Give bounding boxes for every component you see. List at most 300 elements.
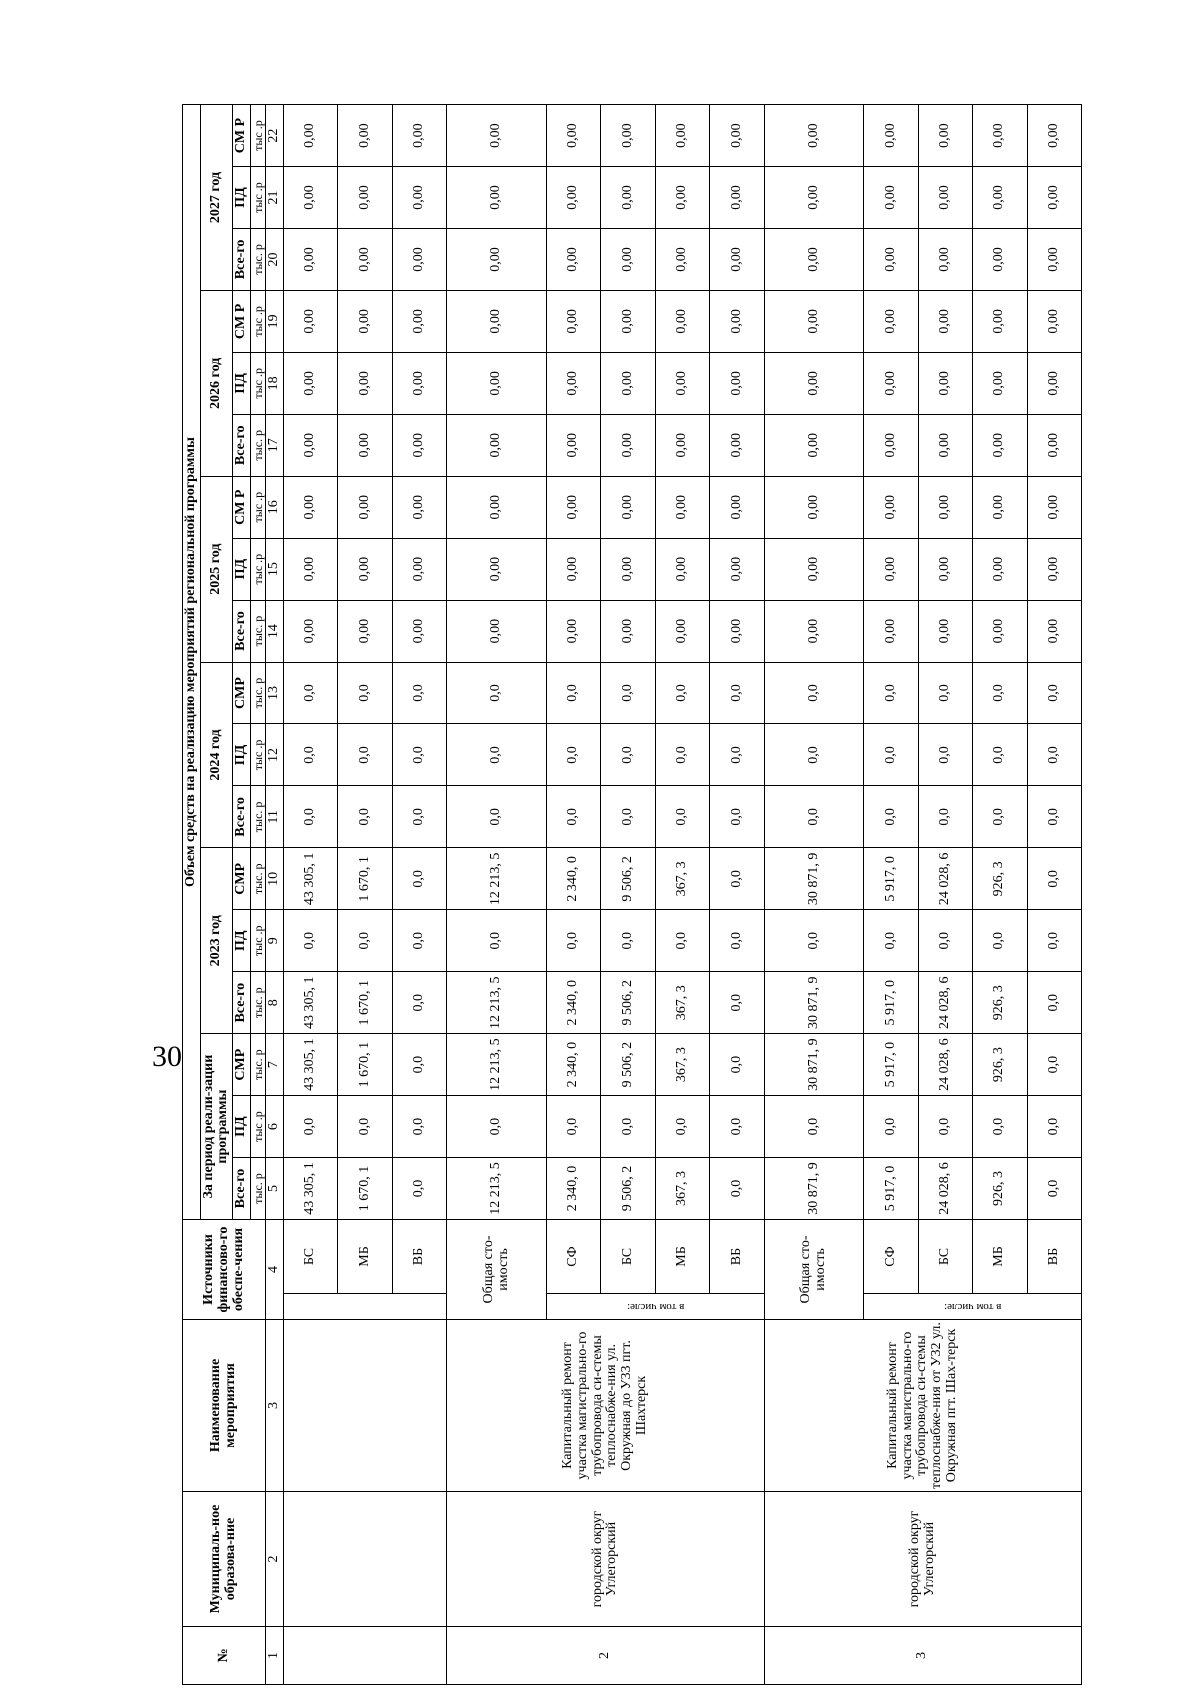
value-cell: 0,00	[546, 538, 600, 600]
source-cell: Общая сто-имость	[764, 1220, 864, 1320]
cell-municipality	[284, 1492, 447, 1627]
value-cell: 0,00	[284, 167, 338, 229]
value-cell: 0,0	[710, 662, 764, 724]
value-cell: 0,00	[710, 167, 764, 229]
value-cell: 30 871, 9	[764, 1158, 864, 1220]
value-cell: 0,00	[392, 167, 446, 229]
value-cell: 0,00	[918, 352, 972, 414]
subheader-cell: ПД	[233, 352, 251, 414]
value-cell: 0,00	[973, 105, 1027, 167]
table-body	[284, 105, 1082, 1685]
value-cell: 0,00	[1027, 414, 1082, 476]
value-cell: 30 871, 9	[764, 848, 864, 910]
value-cell: 0,00	[284, 105, 338, 167]
subheader-cell: СМР	[233, 662, 251, 724]
unit-cell: тыс .р	[250, 724, 266, 786]
column-number: 19	[266, 290, 284, 352]
financing-table	[182, 104, 1082, 1685]
source-cell: БС	[601, 1220, 655, 1294]
value-cell: 0,0	[284, 724, 338, 786]
value-cell: 0,00	[546, 290, 600, 352]
unit-cell: тыс .р	[250, 167, 266, 229]
value-cell: 0,00	[655, 167, 709, 229]
value-cell: 0,00	[392, 600, 446, 662]
subheader-cell: ПД	[233, 167, 251, 229]
value-cell: 0,00	[918, 600, 972, 662]
value-cell: 9 506, 2	[601, 972, 655, 1034]
source-cell: МБ	[973, 1220, 1027, 1294]
value-cell: 0,0	[864, 662, 918, 724]
value-cell: 0,00	[764, 600, 864, 662]
value-cell: 0,00	[864, 352, 918, 414]
unit-cell: тыс. р	[250, 972, 266, 1034]
value-cell: 0,00	[447, 167, 547, 229]
value-cell: 0,00	[447, 352, 547, 414]
value-cell: 0,0	[764, 724, 864, 786]
value-cell: 2 340, 0	[546, 1034, 600, 1096]
value-cell: 0,00	[601, 229, 655, 291]
in-that-number-label: в том числе:	[943, 1301, 1002, 1314]
source-cell: Общая сто-имость	[447, 1220, 547, 1320]
header-no: №	[183, 1627, 266, 1685]
rotated-table-wrapper	[182, 105, 1082, 1685]
value-cell: 0,0	[392, 1158, 446, 1220]
column-number: 13	[266, 662, 284, 724]
cell-event: Капитальный ремонт участка магистрально-го трубопровода си-стемы теплоснабже-ния от У32 ул. Окружная пгт. Шах-терск	[764, 1320, 1081, 1492]
value-cell: 24 028, 6	[918, 972, 972, 1034]
subheader-cell: ПД	[233, 910, 251, 972]
value-cell: 0,00	[864, 538, 918, 600]
header-year-2023: 2023 год	[200, 848, 232, 1034]
value-cell: 0,00	[284, 414, 338, 476]
value-cell: 24 028, 6	[918, 1034, 972, 1096]
value-cell: 0,0	[546, 662, 600, 724]
value-cell: 0,0	[447, 1096, 547, 1158]
value-cell: 0,0	[973, 786, 1027, 848]
value-cell: 0,00	[601, 290, 655, 352]
value-cell: 0,0	[601, 662, 655, 724]
value-cell: 0,00	[338, 600, 392, 662]
value-cell: 0,00	[284, 290, 338, 352]
value-cell: 0,00	[864, 414, 918, 476]
value-cell: 0,0	[918, 786, 972, 848]
value-cell: 0,00	[973, 538, 1027, 600]
value-cell: 0,00	[655, 352, 709, 414]
value-cell: 0,0	[546, 1096, 600, 1158]
cell-no: 2	[447, 1627, 764, 1685]
subheader-cell: СМ Р	[233, 290, 251, 352]
value-cell: 0,00	[338, 229, 392, 291]
value-cell: 0,00	[918, 105, 972, 167]
value-cell: 0,0	[864, 1096, 918, 1158]
value-cell: 0,0	[338, 724, 392, 786]
value-cell: 0,00	[1027, 600, 1082, 662]
value-cell: 0,00	[764, 476, 864, 538]
column-number: 20	[266, 229, 284, 291]
value-cell: 0,0	[447, 724, 547, 786]
in-that-number-cell	[864, 1294, 1082, 1320]
subheader-cell: Все-го	[233, 229, 251, 291]
value-cell: 0,00	[710, 290, 764, 352]
value-cell: 0,0	[1027, 972, 1082, 1034]
value-cell: 0,00	[338, 538, 392, 600]
value-cell: 0,0	[655, 910, 709, 972]
value-cell: 0,00	[710, 229, 764, 291]
value-cell: 0,00	[338, 352, 392, 414]
value-cell: 0,00	[546, 105, 600, 167]
header-period-total: За период реали-зации программы	[200, 1034, 232, 1220]
header-year-2025: 2025 год	[200, 476, 232, 662]
source-cell: СФ	[546, 1220, 600, 1294]
value-cell: 0,0	[601, 910, 655, 972]
value-cell: 926, 3	[973, 972, 1027, 1034]
subheader-cell: ПД	[233, 538, 251, 600]
source-cell: ВБ	[1027, 1220, 1082, 1294]
column-number: 18	[266, 352, 284, 414]
value-cell: 0,0	[1027, 1096, 1082, 1158]
value-cell: 0,00	[864, 105, 918, 167]
value-cell: 1 670, 1	[338, 848, 392, 910]
value-cell: 0,0	[284, 786, 338, 848]
value-cell: 0,0	[338, 910, 392, 972]
value-cell: 0,00	[392, 538, 446, 600]
value-cell: 0,00	[764, 105, 864, 167]
source-cell: БС	[918, 1220, 972, 1294]
value-cell: 30 871, 9	[764, 1034, 864, 1096]
unit-cell: тыс. р	[250, 600, 266, 662]
subheader-cell: ПД	[233, 724, 251, 786]
value-cell: 0,00	[447, 105, 547, 167]
in-that-number-label: в том числе:	[626, 1301, 684, 1314]
value-cell: 367, 3	[655, 1158, 709, 1220]
value-cell: 0,00	[655, 290, 709, 352]
column-number: 6	[266, 1096, 284, 1158]
value-cell: 0,00	[864, 229, 918, 291]
cell-no	[284, 1627, 447, 1685]
value-cell: 0,0	[1027, 848, 1082, 910]
column-number: 16	[266, 476, 284, 538]
value-cell: 0,00	[447, 476, 547, 538]
value-cell: 0,00	[447, 229, 547, 291]
value-cell: 0,0	[918, 662, 972, 724]
value-cell: 0,0	[973, 910, 1027, 972]
unit-cell: тыс .р	[250, 352, 266, 414]
value-cell: 9 506, 2	[601, 1158, 655, 1220]
unit-cell: тыс. р	[250, 786, 266, 848]
header-municipality: Муниципаль-ное образова-ние	[183, 1492, 266, 1627]
unit-cell: тыс. р	[250, 662, 266, 724]
value-cell: 0,00	[601, 600, 655, 662]
value-cell: 0,00	[284, 229, 338, 291]
value-cell: 0,00	[1027, 167, 1082, 229]
value-cell: 0,0	[918, 1096, 972, 1158]
value-cell: 0,00	[338, 476, 392, 538]
value-cell: 0,0	[546, 910, 600, 972]
value-cell: 0,00	[918, 290, 972, 352]
value-cell: 0,0	[655, 724, 709, 786]
value-cell: 0,00	[864, 600, 918, 662]
column-number: 7	[266, 1034, 284, 1096]
value-cell: 0,0	[710, 1034, 764, 1096]
value-cell: 0,00	[973, 229, 1027, 291]
subheader-cell: СМР	[233, 1034, 251, 1096]
value-cell: 0,0	[655, 1096, 709, 1158]
header-year-2026: 2026 год	[200, 290, 232, 476]
page-number: 30	[152, 1040, 182, 1073]
value-cell: 0,0	[284, 910, 338, 972]
value-cell: 0,00	[973, 352, 1027, 414]
value-cell: 0,00	[338, 167, 392, 229]
value-cell: 0,0	[764, 910, 864, 972]
value-cell: 0,0	[392, 1034, 446, 1096]
value-cell: 926, 3	[973, 1034, 1027, 1096]
value-cell: 0,00	[710, 538, 764, 600]
cell-spacer	[284, 1294, 447, 1320]
value-cell: 0,00	[284, 538, 338, 600]
value-cell: 0,00	[447, 538, 547, 600]
value-cell: 926, 3	[973, 848, 1027, 910]
unit-cell: тыс .р	[250, 538, 266, 600]
value-cell: 0,00	[447, 414, 547, 476]
column-number: 8	[266, 972, 284, 1034]
value-cell: 0,0	[1027, 1034, 1082, 1096]
value-cell: 0,00	[601, 167, 655, 229]
unit-cell: тыс. р	[250, 848, 266, 910]
subheader-cell: СМ Р	[233, 105, 251, 167]
column-number: 5	[266, 1158, 284, 1220]
value-cell: 12 213, 5	[447, 1034, 547, 1096]
value-cell: 0,00	[710, 476, 764, 538]
header-event-name: Наименование мероприятия	[183, 1320, 266, 1492]
value-cell: 0,0	[1027, 724, 1082, 786]
value-cell: 12 213, 5	[447, 972, 547, 1034]
value-cell: 0,00	[284, 600, 338, 662]
value-cell: 367, 3	[655, 848, 709, 910]
value-cell: 0,00	[1027, 476, 1082, 538]
value-cell: 0,0	[710, 848, 764, 910]
value-cell: 0,00	[655, 600, 709, 662]
value-cell: 1 670, 1	[338, 972, 392, 1034]
value-cell: 0,0	[392, 848, 446, 910]
value-cell: 0,00	[710, 414, 764, 476]
cell-event: Капитальный ремонт участка магистрально-го трубопровода си-стемы теплоснабже-ния ул. Окружная до У33 пгт. Шахтерск	[447, 1320, 764, 1492]
value-cell: 0,00	[764, 352, 864, 414]
value-cell: 5 917, 0	[864, 1158, 918, 1220]
value-cell: 43 305, 1	[284, 848, 338, 910]
subheader-cell: Все-го	[233, 1158, 251, 1220]
value-cell: 0,00	[710, 105, 764, 167]
value-cell: 0,00	[655, 476, 709, 538]
value-cell: 0,00	[546, 414, 600, 476]
value-cell: 0,0	[546, 786, 600, 848]
value-cell: 0,0	[655, 786, 709, 848]
value-cell: 0,00	[338, 105, 392, 167]
value-cell: 0,0	[655, 662, 709, 724]
value-cell: 0,0	[601, 1096, 655, 1158]
unit-cell: тыс .р	[250, 910, 266, 972]
value-cell: 0,0	[918, 724, 972, 786]
value-cell: 0,00	[601, 538, 655, 600]
value-cell: 0,0	[710, 910, 764, 972]
value-cell: 0,00	[601, 352, 655, 414]
value-cell: 0,0	[284, 1096, 338, 1158]
value-cell: 0,00	[655, 538, 709, 600]
unit-cell: тыс .р	[250, 290, 266, 352]
value-cell: 0,00	[973, 414, 1027, 476]
column-number: 3	[266, 1320, 284, 1492]
value-cell: 0,00	[447, 290, 547, 352]
unit-cell: тыс. р	[250, 414, 266, 476]
value-cell: 43 305, 1	[284, 1158, 338, 1220]
value-cell: 0,00	[392, 105, 446, 167]
column-number-row	[266, 105, 284, 1685]
value-cell: 0,00	[546, 476, 600, 538]
value-cell: 0,00	[546, 229, 600, 291]
value-cell: 0,0	[710, 1096, 764, 1158]
value-cell: 0,00	[973, 600, 1027, 662]
value-cell: 0,0	[601, 786, 655, 848]
value-cell: 0,0	[338, 786, 392, 848]
unit-cell: тыс. р	[250, 1158, 266, 1220]
value-cell: 0,00	[392, 290, 446, 352]
value-cell: 0,0	[973, 1096, 1027, 1158]
value-cell: 0,00	[1027, 105, 1082, 167]
value-cell: 0,0	[392, 724, 446, 786]
value-cell: 0,00	[546, 352, 600, 414]
value-cell: 0,0	[447, 662, 547, 724]
subheader-cell: СМР	[233, 848, 251, 910]
value-cell: 0,00	[284, 476, 338, 538]
value-cell: 0,00	[338, 414, 392, 476]
value-cell: 2 340, 0	[546, 1158, 600, 1220]
value-cell: 0,0	[392, 910, 446, 972]
value-cell: 0,0	[710, 724, 764, 786]
value-cell: 0,0	[864, 724, 918, 786]
value-cell: 0,00	[764, 167, 864, 229]
source-cell: СФ	[864, 1220, 918, 1294]
value-cell: 0,0	[1027, 662, 1082, 724]
column-number: 15	[266, 538, 284, 600]
subheader-cell: Все-го	[233, 600, 251, 662]
column-number: 1	[266, 1627, 284, 1685]
value-cell: 0,00	[1027, 352, 1082, 414]
table-header	[183, 105, 284, 1685]
value-cell: 367, 3	[655, 972, 709, 1034]
value-cell: 0,00	[973, 476, 1027, 538]
value-cell: 0,00	[864, 476, 918, 538]
unit-cell: тыс .р	[250, 476, 266, 538]
value-cell: 0,00	[764, 229, 864, 291]
in-that-number-cell	[546, 1294, 764, 1320]
value-cell: 12 213, 5	[447, 848, 547, 910]
value-cell: 0,00	[392, 476, 446, 538]
value-cell: 926, 3	[973, 1158, 1027, 1220]
header-volume: Объем средств на реализацию мероприятий региональной программы	[183, 105, 201, 1220]
value-cell: 0,00	[601, 105, 655, 167]
source-cell: ВБ	[392, 1220, 446, 1294]
value-cell: 0,0	[338, 662, 392, 724]
value-cell: 0,00	[764, 414, 864, 476]
value-cell: 0,0	[447, 910, 547, 972]
value-cell: 367, 3	[655, 1034, 709, 1096]
value-cell: 0,00	[918, 538, 972, 600]
value-cell: 0,00	[601, 414, 655, 476]
value-cell: 0,0	[546, 724, 600, 786]
value-cell: 0,00	[864, 167, 918, 229]
value-cell: 0,0	[710, 1158, 764, 1220]
value-cell: 0,0	[764, 1096, 864, 1158]
source-cell: МБ	[655, 1220, 709, 1294]
cell-no: 3	[764, 1627, 1081, 1685]
value-cell: 0,00	[710, 352, 764, 414]
value-cell: 0,0	[1027, 910, 1082, 972]
subheader-cell: ПД	[233, 1096, 251, 1158]
value-cell: 0,0	[973, 662, 1027, 724]
header-source: Источники финансово-го обеспе-чения	[183, 1220, 266, 1320]
value-cell: 0,00	[338, 290, 392, 352]
value-cell: 0,00	[710, 600, 764, 662]
value-cell: 0,00	[1027, 538, 1082, 600]
column-number: 22	[266, 105, 284, 167]
value-cell: 43 305, 1	[284, 1034, 338, 1096]
value-cell: 2 340, 0	[546, 972, 600, 1034]
column-number: 14	[266, 600, 284, 662]
unit-cell: тыс. р	[250, 229, 266, 291]
cell-municipality: городской округ Углегорский	[764, 1492, 1081, 1627]
unit-cell: тыс .р	[250, 1096, 266, 1158]
value-cell: 12 213, 5	[447, 1158, 547, 1220]
value-cell: 24 028, 6	[918, 1158, 972, 1220]
value-cell: 0,0	[284, 662, 338, 724]
value-cell: 5 917, 0	[864, 848, 918, 910]
value-cell: 1 670, 1	[338, 1158, 392, 1220]
value-cell: 0,00	[447, 600, 547, 662]
value-cell: 0,0	[392, 786, 446, 848]
value-cell: 0,0	[918, 910, 972, 972]
value-cell: 43 305, 1	[284, 972, 338, 1034]
value-cell: 0,0	[710, 786, 764, 848]
value-cell: 9 506, 2	[601, 1034, 655, 1096]
value-cell: 0,00	[284, 352, 338, 414]
value-cell: 0,0	[392, 1096, 446, 1158]
value-cell: 0,00	[1027, 290, 1082, 352]
value-cell: 0,0	[864, 910, 918, 972]
value-cell: 0,00	[601, 476, 655, 538]
column-number: 10	[266, 848, 284, 910]
value-cell: 0,00	[973, 167, 1027, 229]
value-cell: 9 506, 2	[601, 848, 655, 910]
value-cell: 0,00	[864, 290, 918, 352]
value-cell: 24 028, 6	[918, 848, 972, 910]
source-cell: ВБ	[710, 1220, 764, 1294]
header-year-2024: 2024 год	[200, 662, 232, 848]
value-cell: 0,0	[392, 662, 446, 724]
value-cell: 0,00	[918, 476, 972, 538]
value-cell: 0,0	[392, 972, 446, 1034]
value-cell: 0,0	[1027, 1158, 1082, 1220]
value-cell: 0,00	[546, 600, 600, 662]
value-cell: 0,00	[764, 538, 864, 600]
value-cell: 0,0	[764, 662, 864, 724]
value-cell: 0,00	[918, 229, 972, 291]
value-cell: 0,0	[447, 786, 547, 848]
column-number: 4	[266, 1220, 284, 1320]
value-cell: 0,00	[1027, 229, 1082, 291]
source-cell: МБ	[338, 1220, 392, 1294]
value-cell: 0,0	[710, 972, 764, 1034]
source-cell: БС	[284, 1220, 338, 1294]
cell-municipality: городской округ Углегорский	[447, 1492, 764, 1627]
